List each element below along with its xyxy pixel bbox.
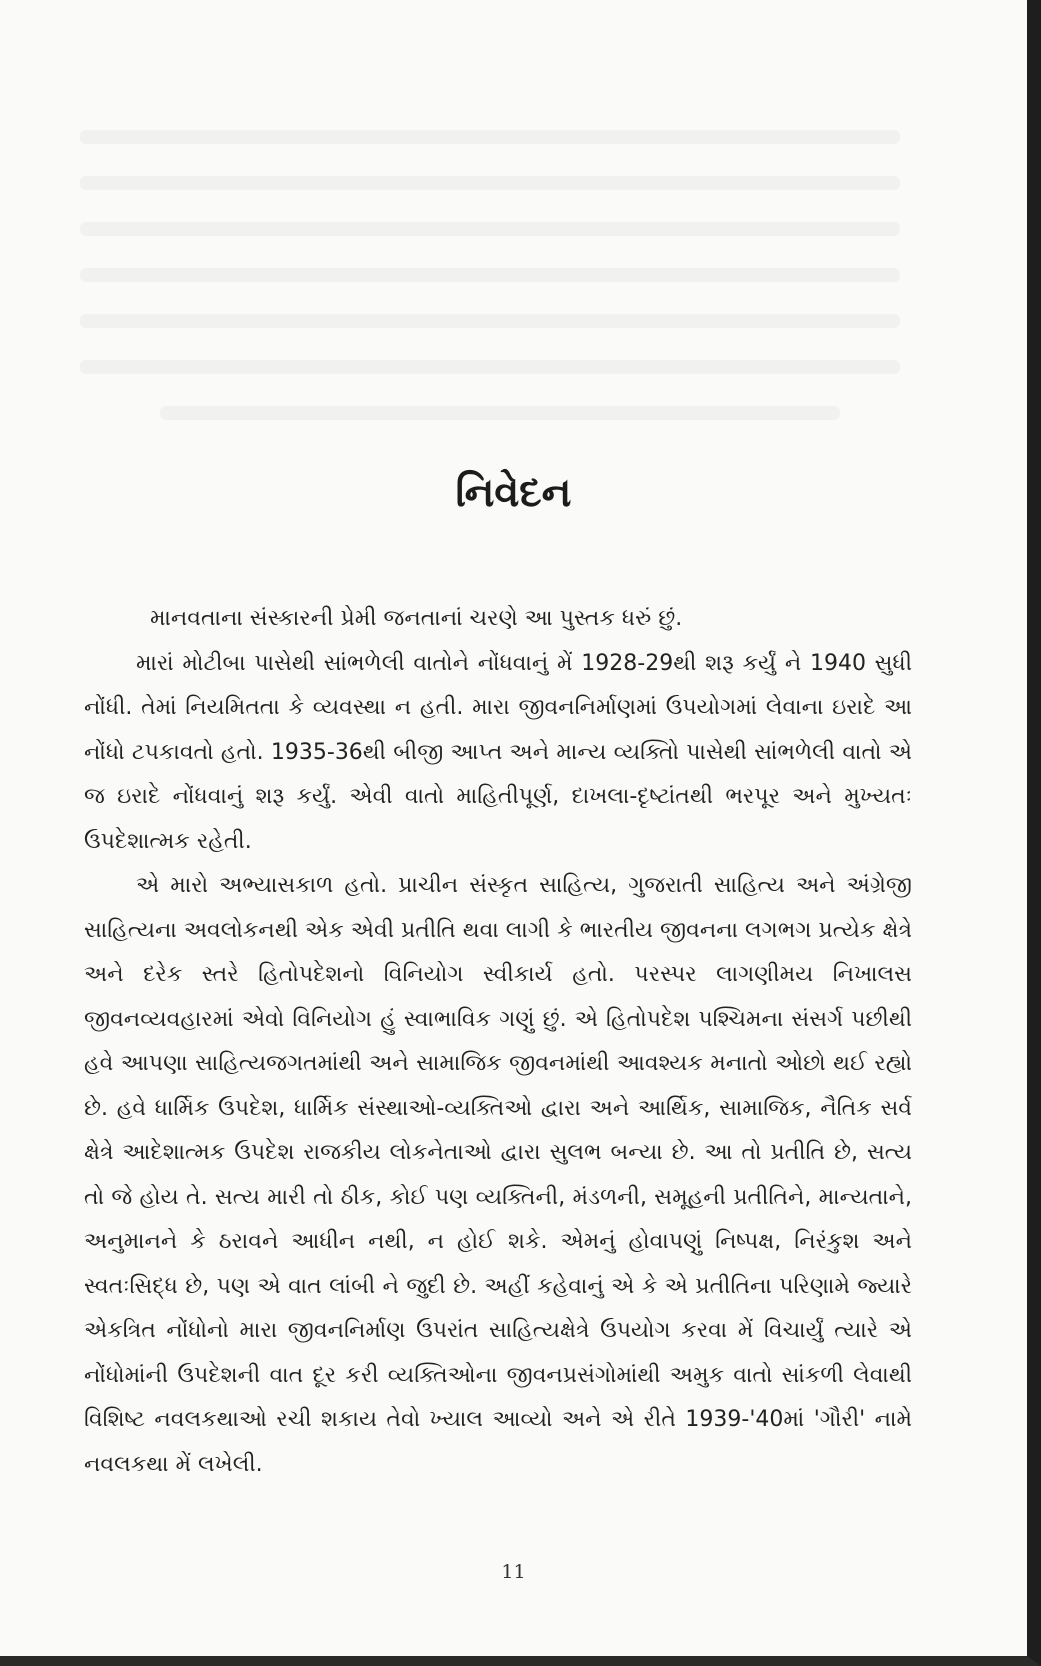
show-through-line <box>80 268 900 282</box>
paragraph-notes-history: મારાં મોટીબા પાસેથી સાંભળેલી વાતોને નોંધવાનું મેં 1928-29થી શરૂ કર્યું ને 1940 સુધી નોંધી. તેમાં નિયમિતતા કે વ્યવસ્થા ન હતી. મારા જીવનનિર્માણમાં ઉપયોગમાં લેવાના ઇરાદે આ નોંધો ટપકાવતો હતો. 1935-36થી બીજી આપ્ત અને માન્ય વ્યક્તિો પાસેથી સાંભળેલી વાતો એ જ ઇરાદે નોંધવાનું શરૂ કર્યું. એવી વાતો માહિતીપૂર્ણ, દાખલા-દૃષ્ટાંતથી ભરપૂર અને મુખ્યતઃ ઉપદેશાત્મક રહેતી. <box>84 650 912 854</box>
show-through-line <box>80 360 900 374</box>
show-through-line <box>80 176 900 190</box>
page-title: નિવેદન <box>455 470 572 516</box>
paragraph-study-period: એ મારો અભ્યાસકાળ હતો. પ્રાચીન સંસ્કૃત સાહિત્ય, ગુજરાતી સાહિત્ય અને અંગ્રેજી સાહિત્યના અવલોકનથી એક એવી પ્રતીતિ થવા લાગી કે ભારતીય જીવનના લગભગ પ્રત્યેક ક્ષેત્રે અને દરેક સ્તરે હિતોપદેશનો વિનિયોગ સ્વીકાર્ય હતો. પરસ્પર લાગણીમય નિખાલસ જીવનવ્યવહારમાં એવો વિનિયોગ હું સ્વાભાવિક ગણું છું. એ હિતોપદેશ પશ્ચિમના સંસર્ગ પછીથી હવે આપણા સાહિત્યજગતમાંથી અને સામાજિક જીવનમાંથી આવશ્યક મનાતો ઓછો થઈ રહ્યો છે. હવે ધાર્મિક ઉપદેશ, ધાર્મિક સંસ્થાઓ-વ્યક્તિઓ દ્વારા અને આર્થિક, સામાજિક, નૈતિક સર્વ ક્ષેત્રે આદેશાત્મક ઉપદેશ રાજકીય લોકનેતાઓ દ્વારા સુલભ બન્યા છે. આ તો પ્રતીતિ છે, સત્ય તો જે હોય તે. સત્ય મારી તો ઠીક, કોઈ પણ વ્યક્તિની, મંડળની, સમૂહની પ્રતીતિને, માન્યતાને, અનુમાનને કે ઠરાવને આધીન નથી, ન હોઈ શકે. એમનું હોવાપણું નિષ્પક્ષ, નિરંકુશ અને સ્વતઃસિદ્ધ છે, પણ એ વાત લાંબી ને જુદી છે. અહીં કહેવાનું એ કે એ પ્રતીતિના પરિણામે જ્યારે એકત્રિત નોંધોનો મારા જીવનનિર્માણ ઉપરાંત સાહિત્યક્ષેત્રે ઉપયોગ કરવા મેં વિચાર્યું ત્યારે એ નોંધોમાંની ઉપદેશની વાત દૂર કરી વ્યક્તિઓના જીવનપ્રસંગોમાંથી અમુક વાતો સાંકળી લેવાથી વિશિષ્ટ નવલકથાઓ રચી શકાય તેવો ખ્યાલ આવ્યો અને એ રીતે 1939-'40માં 'ગૌરી' નામે નવલકથા મેં લખેલી. <box>84 873 912 1477</box>
show-through-line <box>160 406 840 420</box>
show-through-line <box>80 314 900 328</box>
page-number: 11 <box>501 1561 526 1583</box>
body-text <box>84 597 912 1487</box>
show-through-line <box>80 222 900 236</box>
show-through-line <box>80 130 900 144</box>
paragraph-dedication: માનવતાના સંસ્કારની પ્રેમી જનતાનાં ચરણે આ પુસ્તક ધરું છું. <box>150 606 683 631</box>
